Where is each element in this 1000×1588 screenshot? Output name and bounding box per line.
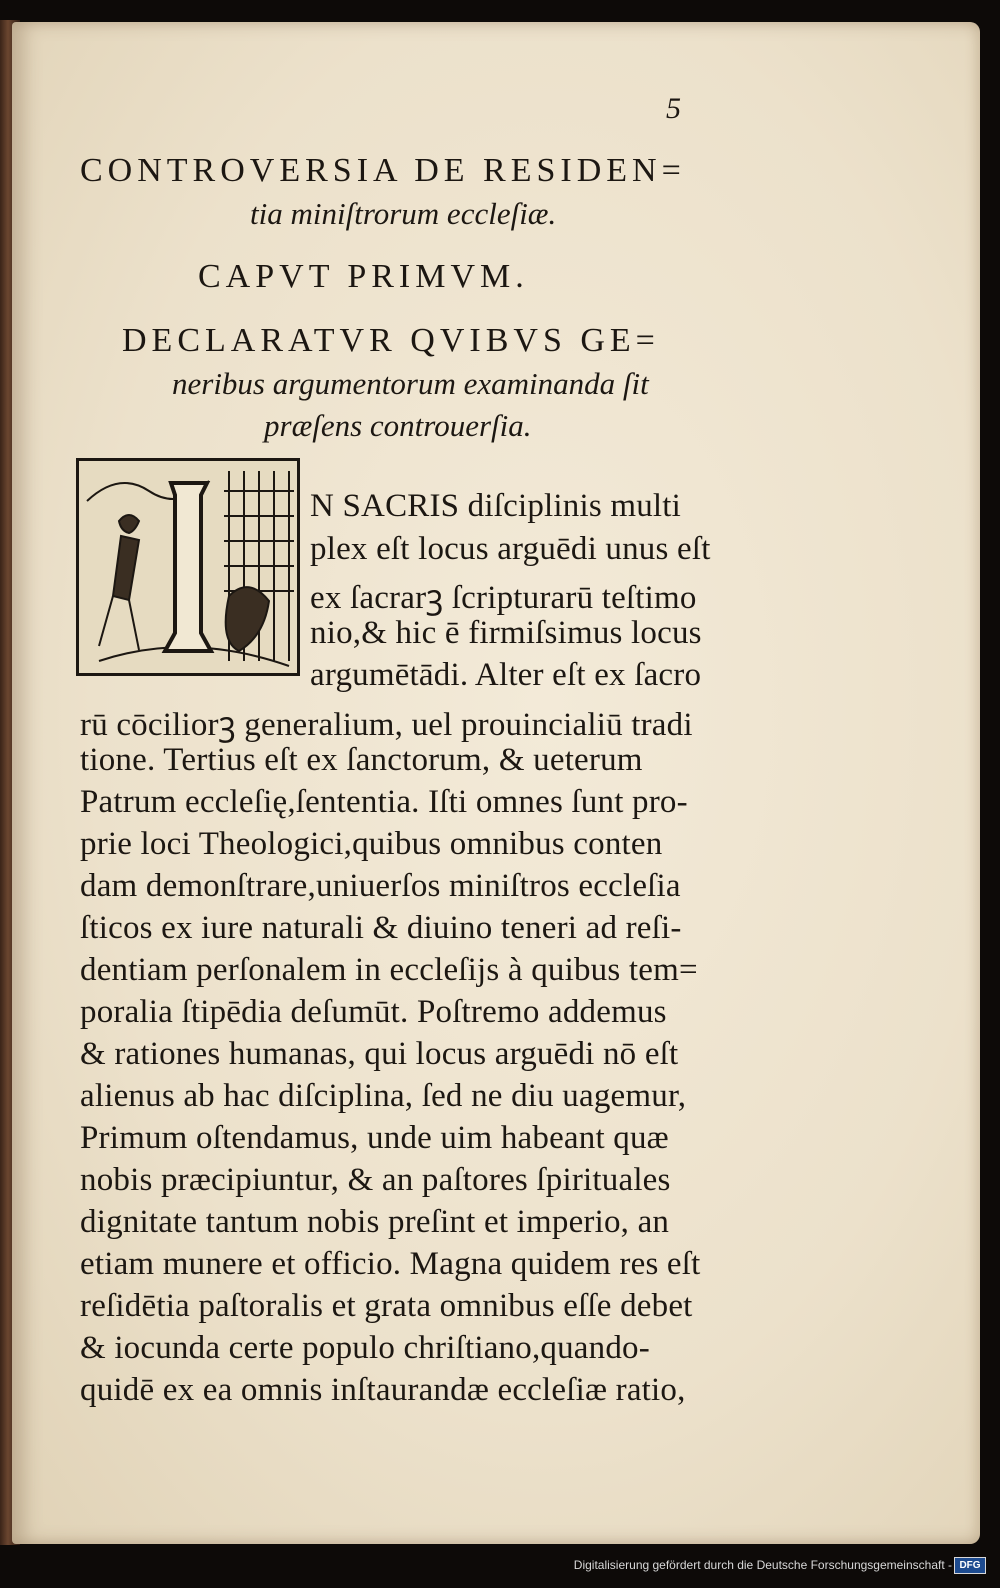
body-line: plex eſt locus arguēdi unus eſt (310, 531, 711, 567)
decorated-initial-i (76, 458, 300, 676)
subtitle-line-2: neribus argumentorum examinanda ſit (172, 366, 649, 401)
chapter-heading: CAPVT PRIMVM. (198, 258, 529, 295)
body-line: etiam munere et officio. Magna quidem res eſt (80, 1246, 701, 1282)
body-line: dignitate tantum nobis preſint et imperio, an (80, 1204, 670, 1240)
body-line: reſidētia paſtoralis et grata omnibus eſſe debet (80, 1288, 693, 1324)
footer-bar (0, 1548, 1000, 1588)
body-line: Patrum eccleſię,ſententia. Iſti omnes ſunt pro- (80, 784, 688, 820)
page-number: 5 (666, 92, 681, 125)
body-line: alienus ab hac diſciplina, ſed ne diu uagemur, (80, 1078, 687, 1114)
subtitle-line-3: præſens controuerſia. (264, 408, 532, 443)
body-line: Primum oſtendamus, unde uim habeant quæ (80, 1120, 669, 1156)
body-line: poralia ſtipēdia deſumūt. Poſtremo addemus (80, 994, 667, 1030)
body-line: tione. Tertius eſt ex ſanctorum, & ueterum (80, 742, 643, 778)
body-line: nio,& hic ē firmiſsimus locus (310, 615, 702, 651)
body-line: dam demonſtrare,uniuerſos miniſtros eccleſia (80, 868, 681, 904)
body-line: N SACRIS diſciplinis multi (310, 488, 682, 524)
body-line: ex ſacrarꝫ ſcripturarū teſtimo (310, 580, 697, 616)
body-line: & rationes humanas, qui locus arguēdi nō eſt (80, 1036, 679, 1072)
body-line: dentiam perſonalem in eccleſijs à quibus tem= (80, 952, 698, 988)
body-line: ſticos ex iure naturali & diuino teneri ad reſi- (80, 910, 682, 946)
title-line-2: tia miniſtrorum eccleſiæ. (250, 196, 557, 231)
woodcut-illustration (79, 461, 297, 673)
dfg-logo-icon: DFG (954, 1557, 986, 1574)
body-line: rū cōciliorꝫ generalium, uel prouincialiū tradi (80, 707, 693, 743)
body-line: nobis præcipiuntur, & an paſtores ſpirituales (80, 1162, 671, 1198)
body-line: argumētādi. Alter eſt ex ſacro (310, 657, 702, 693)
body-line: quidē ex ea omnis inſtaurandæ eccleſiæ ratio, (80, 1372, 686, 1408)
footer-credit: Digitalisierung gefördert durch die Deutsche Forschungsgemeinschaft - (573, 1558, 952, 1572)
title-line-1: CONTROVERSIA DE RESIDEN= (80, 152, 686, 189)
subtitle-line-1: DECLARATVR QVIBVS GE= (122, 322, 660, 359)
body-line: & iocunda certe populo chriſtiano,quando- (80, 1330, 650, 1366)
body-line: prie loci Theologici,quibus omnibus conten (80, 826, 663, 862)
